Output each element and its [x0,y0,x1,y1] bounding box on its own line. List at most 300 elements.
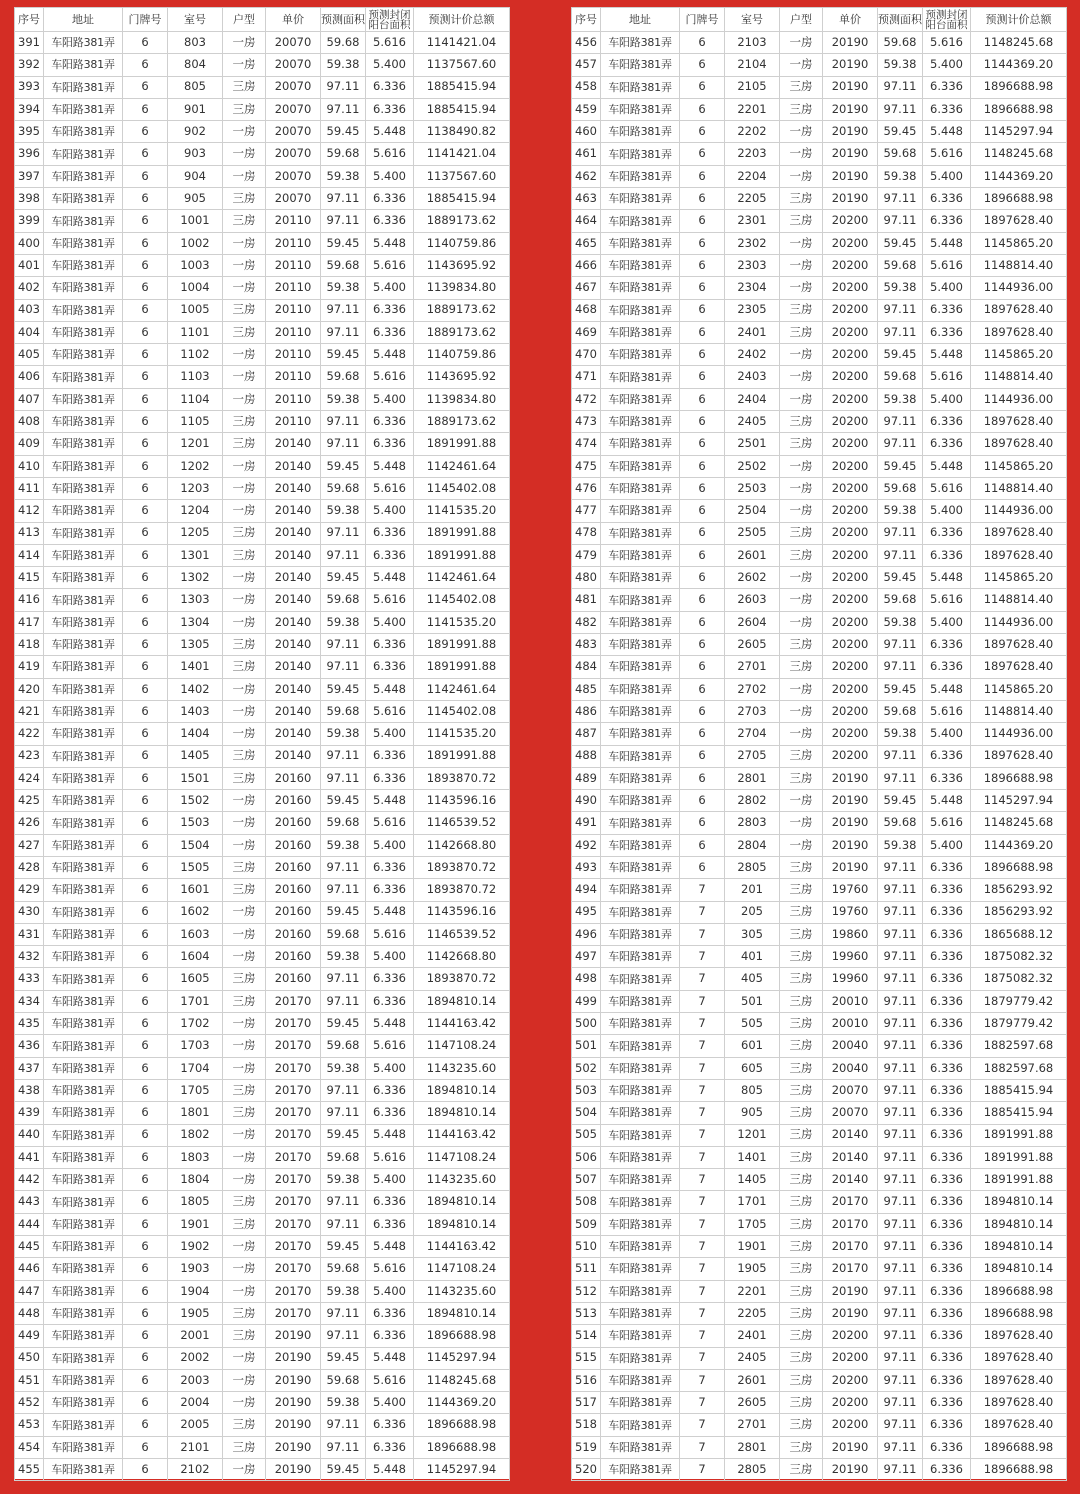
cell-total-price: 1897628.40 [971,299,1067,321]
cell-unit-price: 20140 [266,589,321,611]
cell-room-number: 1402 [168,678,223,700]
cell-unit-price: 20200 [823,433,878,455]
cell-door-number: 7 [680,1369,725,1391]
table-row [15,210,510,232]
cell-room-number: 2801 [725,767,780,789]
cell-unit-type: 三房 [780,1124,823,1146]
table-row [572,1079,1067,1101]
cell-unit-price: 20190 [823,121,878,143]
cell-balcony-area: 5.616 [366,1258,414,1280]
cell-unit-type: 三房 [780,1459,823,1481]
cell-total-price: 1879779.42 [971,1013,1067,1035]
cell-room-number: 2205 [725,188,780,210]
cell-seq: 440 [15,1124,44,1146]
cell-room-number: 1005 [168,299,223,321]
cell-total-price: 1875082.32 [971,946,1067,968]
table-row [572,277,1067,299]
cell-predicted-area: 97.11 [878,1146,923,1168]
table-body-right [572,32,1067,1481]
cell-unit-type: 三房 [780,321,823,343]
table-row [572,232,1067,254]
cell-seq: 409 [15,433,44,455]
cell-seq: 400 [15,232,44,254]
cell-unit-price: 20190 [823,54,878,76]
table-row [572,477,1067,499]
cell-address: 车阳路381弄 [601,968,680,990]
cell-room-number: 405 [725,968,780,990]
cell-seq: 448 [15,1302,44,1324]
cell-address: 车阳路381弄 [601,98,680,120]
cell-seq: 419 [15,656,44,678]
table-row [572,879,1067,901]
price-table-right-panel [571,7,1066,1479]
cell-total-price: 1144936.00 [971,277,1067,299]
cell-unit-price: 20010 [823,1013,878,1035]
cell-unit-price: 20110 [266,277,321,299]
cell-seq: 438 [15,1079,44,1101]
cell-room-number: 1604 [168,946,223,968]
table-row [15,1124,510,1146]
cell-address: 车阳路381弄 [601,54,680,76]
cell-balcony-area: 6.336 [923,1325,971,1347]
cell-total-price: 1144369.20 [414,1392,510,1414]
cell-unit-type: 三房 [223,990,266,1012]
cell-balcony-area: 5.400 [923,54,971,76]
cell-room-number: 904 [168,165,223,187]
cell-unit-price: 20140 [266,500,321,522]
cell-total-price: 1148814.40 [971,366,1067,388]
cell-room-number: 1701 [725,1191,780,1213]
cell-unit-price: 20200 [823,299,878,321]
cell-total-price: 1891991.88 [414,745,510,767]
cell-balcony-area: 5.616 [366,1146,414,1168]
cell-predicted-area: 97.11 [878,1325,923,1347]
cell-unit-price: 20140 [823,1169,878,1191]
cell-address: 车阳路381弄 [44,98,123,120]
cell-total-price: 1144369.20 [971,165,1067,187]
cell-balcony-area: 6.336 [923,1169,971,1191]
cell-total-price: 1144936.00 [971,500,1067,522]
cell-total-price: 1882597.68 [971,1057,1067,1079]
cell-balcony-area: 6.336 [923,299,971,321]
cell-door-number: 6 [123,321,168,343]
cell-room-number: 1103 [168,366,223,388]
cell-door-number: 6 [680,98,725,120]
cell-total-price: 1885415.94 [414,98,510,120]
cell-address: 车阳路381弄 [601,946,680,968]
cell-address: 车阳路381弄 [44,1213,123,1235]
cell-balcony-area: 6.336 [923,1258,971,1280]
cell-door-number: 6 [680,121,725,143]
cell-unit-price: 20200 [823,1325,878,1347]
table-row [15,923,510,945]
cell-unit-price: 20200 [823,344,878,366]
cell-balcony-area: 5.400 [923,165,971,187]
table-row [572,1258,1067,1280]
cell-total-price: 1145297.94 [414,1459,510,1481]
cell-room-number: 201 [725,879,780,901]
cell-predicted-area: 97.11 [321,634,366,656]
cell-predicted-area: 97.11 [878,1236,923,1258]
cell-balcony-area: 5.616 [923,477,971,499]
table-row [15,1236,510,1258]
cell-balcony-area: 6.336 [923,1392,971,1414]
cell-balcony-area: 6.336 [366,433,414,455]
cell-balcony-area: 6.336 [923,1369,971,1391]
cell-balcony-area: 5.616 [366,700,414,722]
cell-predicted-area: 59.68 [321,1035,366,1057]
cell-seq: 402 [15,277,44,299]
cell-balcony-area: 5.448 [923,344,971,366]
cell-unit-price: 20170 [823,1213,878,1235]
cell-unit-type: 三房 [780,968,823,990]
cell-room-number: 1803 [168,1146,223,1168]
cell-total-price: 1141535.20 [414,723,510,745]
cell-room-number: 1002 [168,232,223,254]
cell-unit-type: 一房 [223,678,266,700]
table-row [572,968,1067,990]
cell-address: 车阳路381弄 [44,879,123,901]
cell-total-price: 1145402.08 [414,589,510,611]
cell-total-price: 1894810.14 [414,1079,510,1101]
cell-unit-price: 20160 [266,790,321,812]
table-row [572,210,1067,232]
cell-room-number: 2403 [725,366,780,388]
cell-unit-price: 20160 [266,856,321,878]
cell-door-number: 6 [123,923,168,945]
cell-seq: 398 [15,188,44,210]
cell-balcony-area: 6.336 [366,76,414,98]
cell-door-number: 6 [123,1302,168,1324]
table-row [15,1035,510,1057]
cell-address: 车阳路381弄 [44,344,123,366]
cell-room-number: 1404 [168,723,223,745]
header-seq: 序号 [15,8,44,32]
cell-seq: 417 [15,611,44,633]
cell-seq: 426 [15,812,44,834]
table-row [572,767,1067,789]
cell-address: 车阳路381弄 [601,856,680,878]
table-row [572,1280,1067,1302]
cell-total-price: 1145865.20 [971,567,1067,589]
table-row [15,388,510,410]
table-row [15,32,510,54]
cell-unit-price: 20170 [266,1169,321,1191]
cell-balcony-area: 6.336 [923,544,971,566]
cell-total-price: 1896688.98 [971,1436,1067,1458]
cell-address: 车阳路381弄 [601,299,680,321]
table-row [572,1347,1067,1369]
cell-unit-price: 20190 [266,1369,321,1391]
cell-predicted-area: 59.45 [878,455,923,477]
cell-door-number: 7 [680,1414,725,1436]
cell-room-number: 1003 [168,254,223,276]
cell-address: 车阳路381弄 [44,188,123,210]
cell-room-number: 1202 [168,455,223,477]
cell-total-price: 1148245.68 [414,1369,510,1391]
cell-unit-type: 一房 [780,366,823,388]
cell-seq: 415 [15,567,44,589]
table-row [572,1169,1067,1191]
cell-predicted-area: 97.11 [321,879,366,901]
cell-unit-type: 三房 [223,98,266,120]
cell-unit-type: 一房 [223,1258,266,1280]
cell-predicted-area: 97.11 [878,923,923,945]
cell-total-price: 1897628.40 [971,1392,1067,1414]
cell-room-number: 1203 [168,477,223,499]
cell-room-number: 501 [725,990,780,1012]
cell-door-number: 6 [123,1146,168,1168]
cell-room-number: 2001 [168,1325,223,1347]
cell-predicted-area: 97.11 [878,433,923,455]
cell-seq: 433 [15,968,44,990]
cell-balcony-area: 5.448 [923,455,971,477]
cell-total-price: 1143596.16 [414,901,510,923]
cell-total-price: 1144369.20 [971,54,1067,76]
cell-address: 车阳路381弄 [601,990,680,1012]
cell-total-price: 1894810.14 [414,1102,510,1124]
table-row [15,678,510,700]
cell-address: 车阳路381弄 [44,1459,123,1481]
cell-balcony-area: 6.336 [366,634,414,656]
cell-unit-price: 20200 [823,611,878,633]
cell-total-price: 1856293.92 [971,879,1067,901]
cell-unit-type: 三房 [780,188,823,210]
cell-unit-type: 一房 [780,611,823,633]
cell-unit-type: 三房 [780,879,823,901]
cell-total-price: 1143235.60 [414,1057,510,1079]
cell-door-number: 6 [123,1191,168,1213]
cell-unit-price: 20140 [266,745,321,767]
cell-unit-price: 20160 [266,879,321,901]
cell-total-price: 1896688.98 [971,1280,1067,1302]
cell-balcony-area: 6.336 [923,1414,971,1436]
cell-seq: 517 [572,1392,601,1414]
cell-room-number: 1303 [168,589,223,611]
cell-unit-type: 一房 [780,790,823,812]
cell-total-price: 1885415.94 [414,76,510,98]
cell-balcony-area: 6.336 [923,1459,971,1481]
cell-unit-price: 20170 [266,1302,321,1324]
price-table-left-panel [14,7,509,1479]
cell-predicted-area: 59.45 [878,567,923,589]
table-row [572,745,1067,767]
cell-unit-type: 一房 [780,589,823,611]
cell-predicted-area: 59.45 [878,678,923,700]
table-row [572,366,1067,388]
cell-address: 车阳路381弄 [601,188,680,210]
cell-predicted-area: 97.11 [878,299,923,321]
cell-address: 车阳路381弄 [601,522,680,544]
cell-address: 车阳路381弄 [44,165,123,187]
table-row [572,634,1067,656]
cell-unit-price: 20070 [266,32,321,54]
cell-seq: 500 [572,1013,601,1035]
cell-unit-type: 一房 [223,1057,266,1079]
cell-address: 车阳路381弄 [601,388,680,410]
cell-unit-type: 一房 [780,388,823,410]
cell-seq: 425 [15,790,44,812]
cell-total-price: 1896688.98 [414,1414,510,1436]
table-row [15,1347,510,1369]
cell-unit-price: 20140 [266,433,321,455]
cell-seq: 512 [572,1280,601,1302]
cell-predicted-area: 97.11 [878,1102,923,1124]
cell-predicted-area: 97.11 [321,745,366,767]
cell-total-price: 1145402.08 [414,477,510,499]
cell-balcony-area: 6.336 [366,98,414,120]
cell-address: 车阳路381弄 [601,254,680,276]
cell-total-price: 1896688.98 [414,1325,510,1347]
cell-predicted-area: 97.11 [321,188,366,210]
cell-total-price: 1882597.68 [971,1035,1067,1057]
cell-address: 车阳路381弄 [44,1302,123,1324]
cell-total-price: 1143235.60 [414,1169,510,1191]
cell-predicted-area: 97.11 [321,968,366,990]
table-row [15,1302,510,1324]
cell-seq: 513 [572,1302,601,1324]
cell-door-number: 7 [680,1325,725,1347]
cell-room-number: 1801 [168,1102,223,1124]
header-balcony-area [366,8,414,32]
cell-unit-type: 一房 [780,678,823,700]
cell-balcony-area: 6.336 [366,968,414,990]
cell-balcony-area: 5.616 [366,143,414,165]
cell-seq: 397 [15,165,44,187]
cell-room-number: 605 [725,1057,780,1079]
cell-predicted-area: 59.38 [878,165,923,187]
cell-seq: 507 [572,1169,601,1191]
cell-address: 车阳路381弄 [601,1057,680,1079]
cell-seq: 399 [15,210,44,232]
cell-predicted-area: 59.68 [321,32,366,54]
cell-balcony-area: 6.336 [923,76,971,98]
cell-predicted-area: 59.68 [321,700,366,722]
cell-unit-type: 三房 [780,544,823,566]
cell-seq: 443 [15,1191,44,1213]
table-row [15,477,510,499]
cell-total-price: 1140759.86 [414,344,510,366]
cell-seq: 442 [15,1169,44,1191]
cell-seq: 471 [572,366,601,388]
cell-predicted-area: 97.11 [878,1035,923,1057]
cell-door-number: 6 [123,1035,168,1057]
cell-seq: 491 [572,812,601,834]
cell-door-number: 6 [680,856,725,878]
cell-room-number: 2801 [725,1436,780,1458]
table-header-row [15,8,510,32]
cell-total-price: 1145865.20 [971,455,1067,477]
cell-seq: 445 [15,1236,44,1258]
cell-unit-type: 三房 [223,433,266,455]
cell-balcony-area: 5.448 [366,455,414,477]
table-row [572,1213,1067,1235]
cell-seq: 483 [572,634,601,656]
cell-unit-price: 20170 [823,1258,878,1280]
cell-room-number: 1904 [168,1280,223,1302]
cell-address: 车阳路381弄 [44,143,123,165]
cell-predicted-area: 59.68 [878,366,923,388]
cell-predicted-area: 59.38 [321,946,366,968]
cell-unit-type: 三房 [780,856,823,878]
cell-unit-price: 20010 [823,990,878,1012]
cell-seq: 501 [572,1035,601,1057]
cell-unit-type: 三房 [223,1191,266,1213]
cell-total-price: 1141421.04 [414,143,510,165]
cell-balcony-area: 5.400 [923,723,971,745]
cell-unit-price: 20110 [266,411,321,433]
cell-predicted-area: 97.11 [878,1213,923,1235]
cell-balcony-area: 6.336 [923,98,971,120]
cell-total-price: 1146539.52 [414,812,510,834]
table-row [15,165,510,187]
cell-unit-type: 三房 [223,1302,266,1324]
cell-predicted-area: 97.11 [878,1414,923,1436]
cell-address: 车阳路381弄 [601,232,680,254]
cell-door-number: 6 [123,254,168,276]
cell-address: 车阳路381弄 [44,923,123,945]
cell-predicted-area: 59.68 [878,477,923,499]
cell-room-number: 2003 [168,1369,223,1391]
cell-total-price: 1145297.94 [971,790,1067,812]
cell-predicted-area: 97.11 [878,210,923,232]
cell-unit-price: 20070 [266,121,321,143]
table-row [15,522,510,544]
cell-room-number: 2301 [725,210,780,232]
cell-door-number: 6 [123,1213,168,1235]
cell-room-number: 2401 [725,321,780,343]
table-row [572,1035,1067,1057]
cell-door-number: 6 [680,477,725,499]
cell-unit-type: 一房 [223,277,266,299]
cell-predicted-area: 97.11 [321,299,366,321]
cell-room-number: 1201 [168,433,223,455]
cell-door-number: 6 [680,834,725,856]
cell-door-number: 6 [123,1057,168,1079]
cell-door-number: 6 [123,232,168,254]
cell-room-number: 2805 [725,856,780,878]
table-row [572,1191,1067,1213]
cell-predicted-area: 97.11 [321,656,366,678]
cell-balcony-area: 5.616 [366,1369,414,1391]
cell-balcony-area: 6.336 [366,411,414,433]
cell-predicted-area: 97.11 [878,634,923,656]
cell-total-price: 1893870.72 [414,968,510,990]
cell-room-number: 2604 [725,611,780,633]
cell-door-number: 6 [123,634,168,656]
cell-unit-price: 20140 [823,1124,878,1146]
cell-predicted-area: 59.45 [321,678,366,700]
cell-balcony-area: 6.336 [923,968,971,990]
cell-room-number: 2701 [725,656,780,678]
cell-door-number: 7 [680,1102,725,1124]
cell-predicted-area: 97.11 [321,522,366,544]
cell-predicted-area: 59.45 [321,901,366,923]
cell-unit-type: 三房 [223,76,266,98]
cell-predicted-area: 97.11 [878,1169,923,1191]
table-row [15,1079,510,1101]
cell-seq: 449 [15,1325,44,1347]
cell-predicted-area: 59.38 [321,723,366,745]
cell-predicted-area: 59.68 [321,812,366,834]
cell-balcony-area: 6.336 [923,1191,971,1213]
price-table-left [14,7,510,1481]
cell-door-number: 6 [123,388,168,410]
cell-door-number: 6 [680,54,725,76]
cell-unit-type: 一房 [223,700,266,722]
cell-total-price: 1897628.40 [971,1347,1067,1369]
cell-total-price: 1148245.68 [971,143,1067,165]
